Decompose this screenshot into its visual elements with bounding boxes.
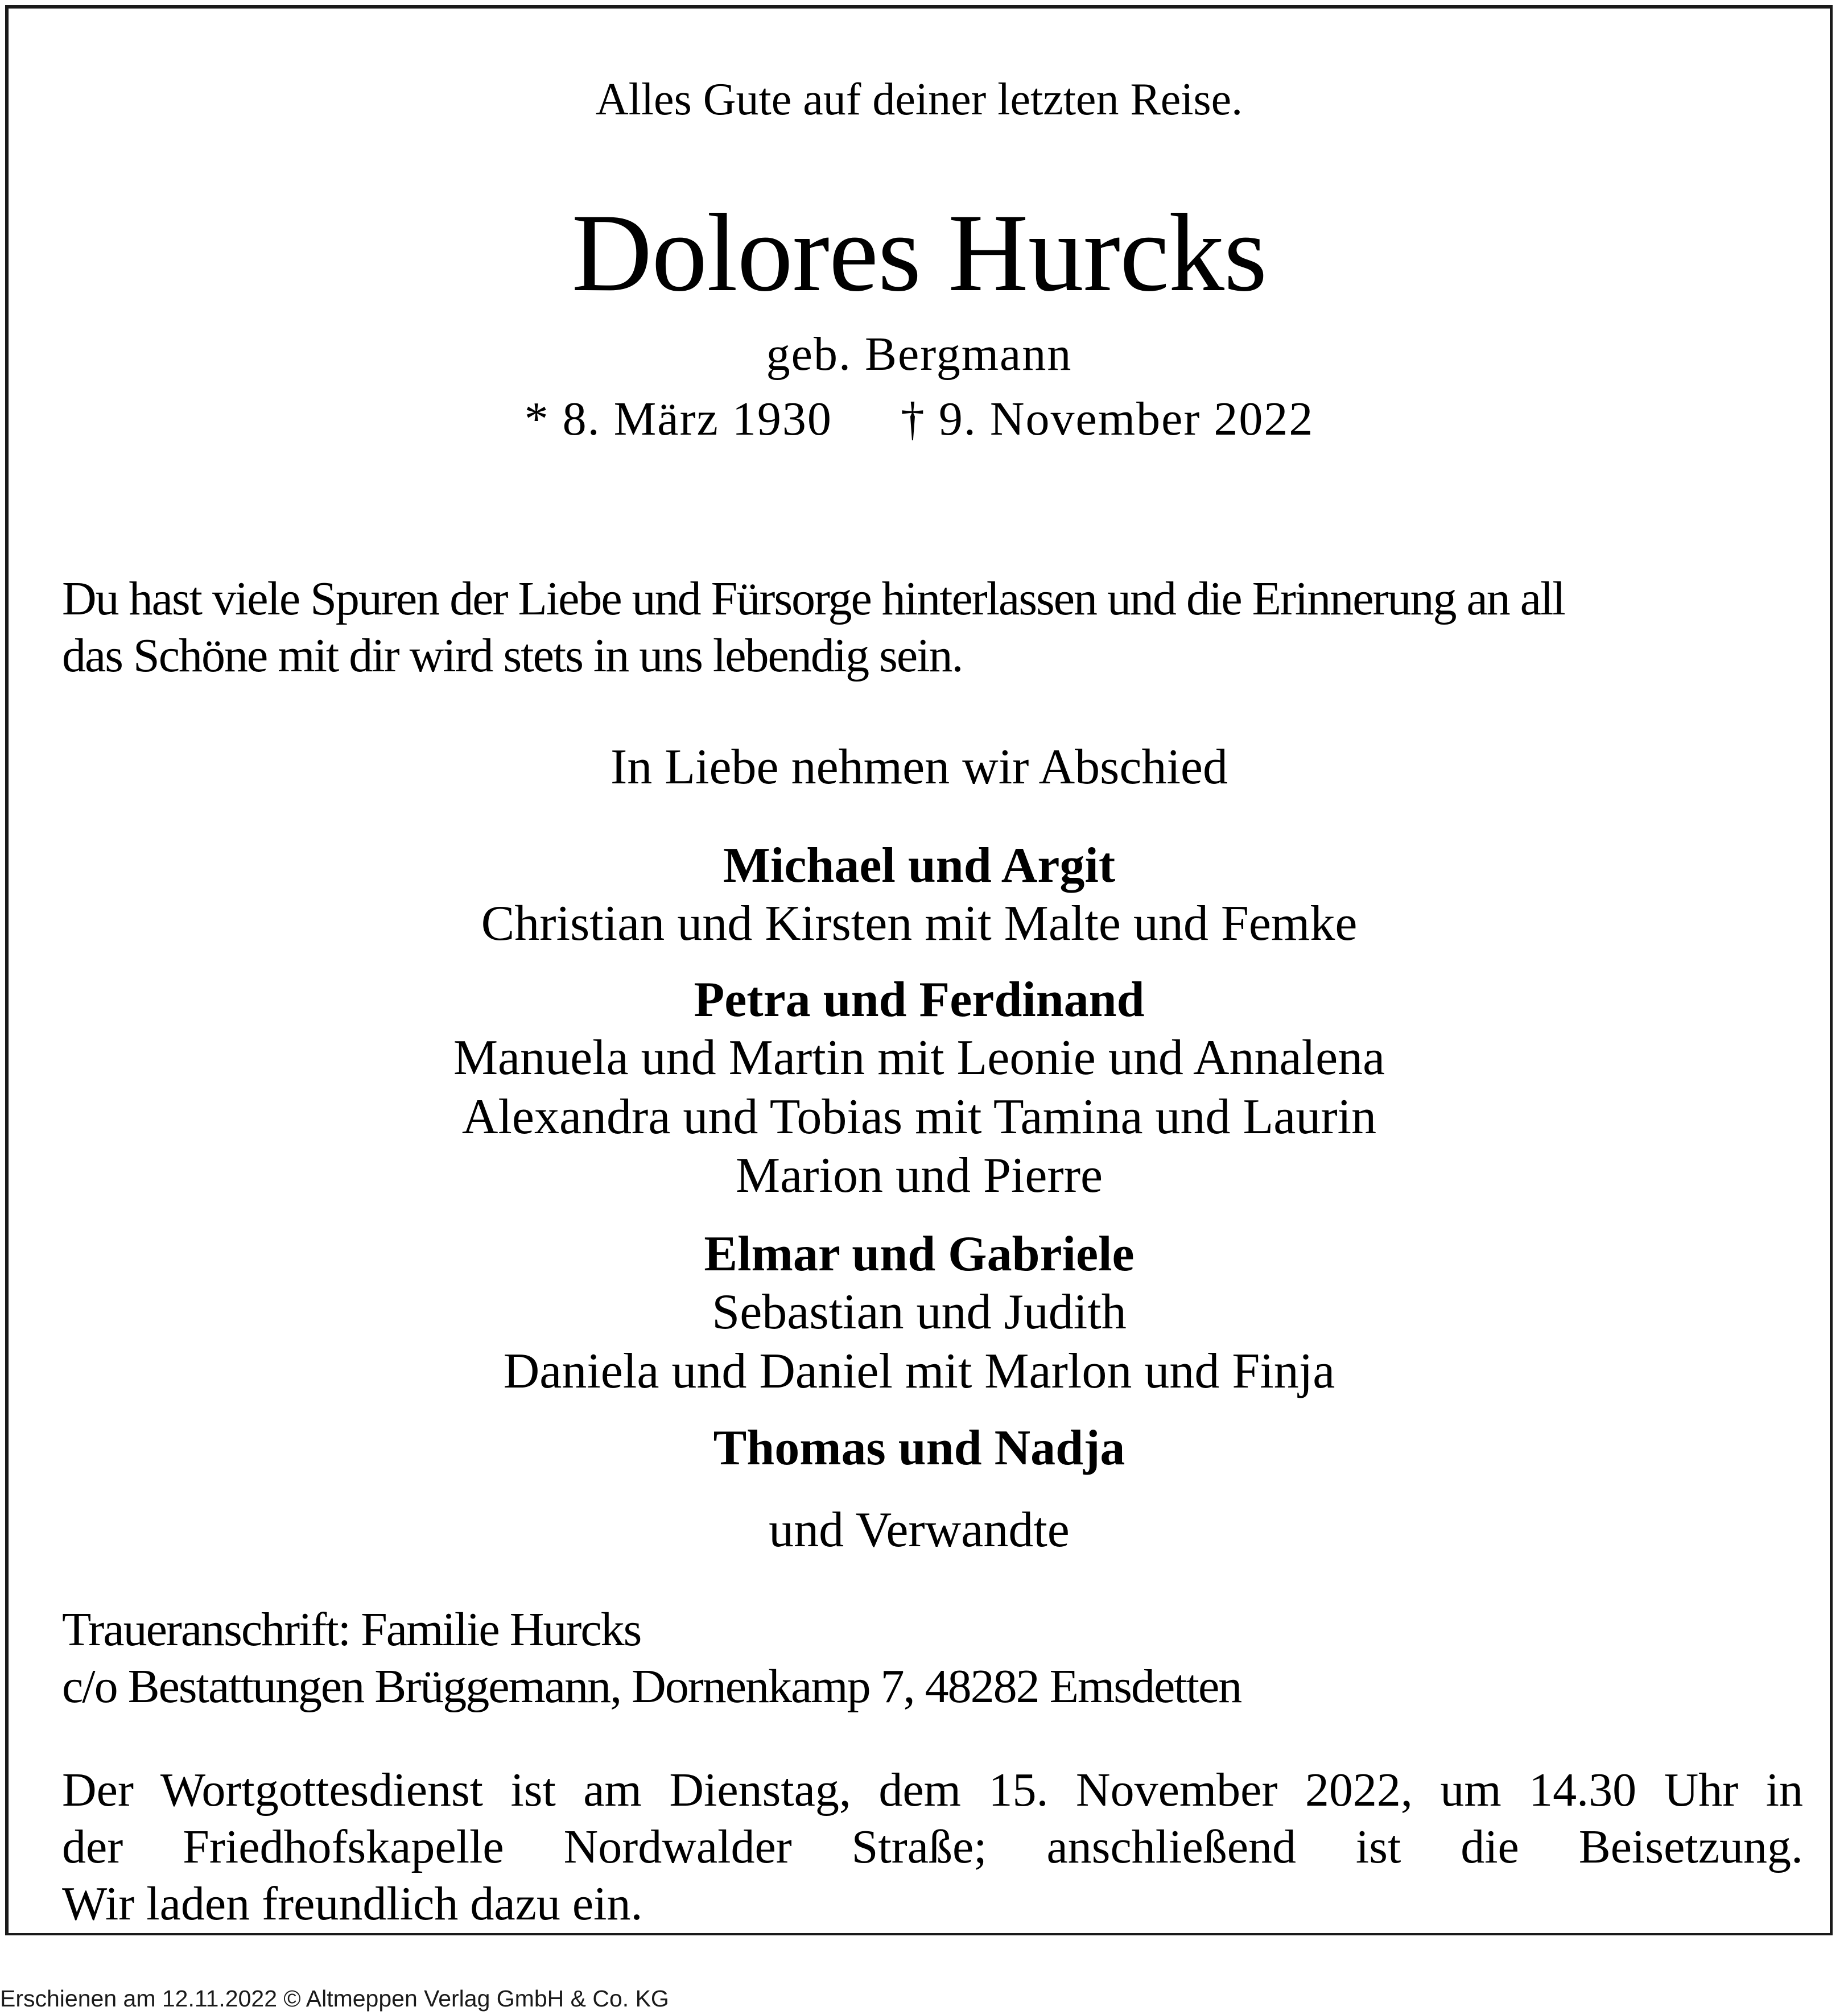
birth-date: * 8. März 1930	[524, 393, 832, 445]
family-member-line: Marion und Pierre	[735, 1148, 1103, 1203]
mourning-address	[62, 1601, 1803, 1715]
publication-credit: Erschienen am 12.11.2022 © Altmeppen Verlag GmbH & Co. KG	[0, 1985, 669, 2012]
farewell-line: In Liebe nehmen wir Abschied	[610, 740, 1228, 795]
birth-name: geb. Bergmann	[766, 328, 1072, 381]
relatives-line: und Verwandte	[769, 1502, 1070, 1558]
service-line-3: Wir laden freundlich dazu ein.	[62, 1877, 643, 1930]
family-member-line: Daniela und Daniel mit Marlon und Finja	[503, 1344, 1335, 1399]
family-head: Thomas und Nadja	[713, 1421, 1125, 1476]
service-info	[62, 1762, 1803, 1933]
obituary-notice	[5, 5, 1833, 1935]
family-member-line: Christian und Kirsten mit Malte und Femke	[481, 896, 1358, 951]
tribute-line-1: Du hast viele Spuren der Liebe und Fürsorge hinterlassen und die Erinnerung an all	[62, 572, 1565, 625]
life-dates	[9, 391, 1830, 448]
address-line-2: c/o Bestattungen Brüggemann, Dornenkamp 7, 48282 Emsdetten	[62, 1660, 1241, 1713]
family-head: Elmar und Gabriele	[704, 1227, 1135, 1282]
tribute-text	[62, 571, 1803, 684]
service-line-2: der Friedhofskapelle Nordwalder Straße; anschließend ist die Beisetzung.	[62, 1820, 1803, 1873]
tribute-line-2: das Schöne mit dir wird stets in uns lebendig sein.	[62, 629, 963, 682]
deceased-name: Dolores Hurcks	[571, 191, 1267, 315]
motto: Alles Gute auf deiner letzten Reise.	[595, 75, 1243, 125]
family-head: Petra und Ferdinand	[694, 972, 1145, 1027]
family-member-line: Alexandra und Tobias mit Tamina und Laurin	[461, 1089, 1377, 1145]
family-member-line: Manuela und Martin mit Leonie und Annalena	[453, 1030, 1385, 1085]
address-line-1: Traueranschrift: Familie Hurcks	[62, 1603, 641, 1656]
service-line-1: Der Wortgottesdienst ist am Dienstag, dem 15. November 2022, um 14.30 Uhr in	[62, 1764, 1803, 1816]
family-head: Michael und Argit	[723, 838, 1116, 893]
death-date: † 9. November 2022	[900, 393, 1314, 445]
family-member-line: Sebastian und Judith	[712, 1285, 1127, 1340]
